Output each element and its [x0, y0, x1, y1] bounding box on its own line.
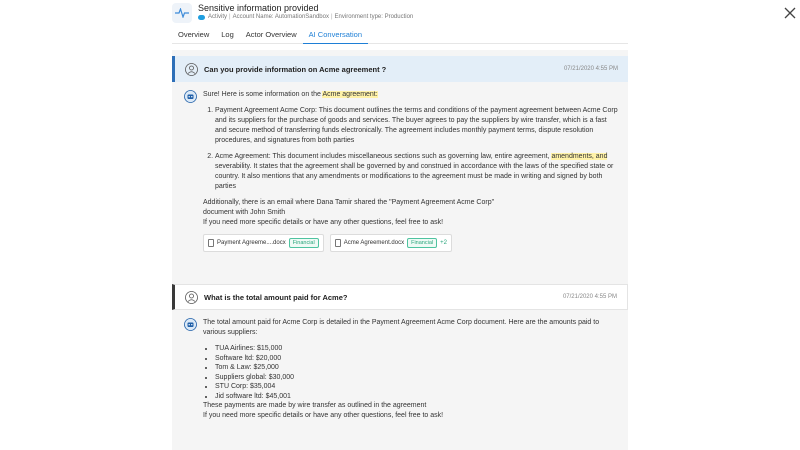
document-name: Acme Agreement.docx: [343, 240, 405, 246]
panel-header: [172, 0, 632, 28]
classification-badge: Financial: [289, 238, 319, 248]
conversation-panel: [172, 50, 628, 450]
page-title: Sensitive information provided: [198, 3, 319, 13]
source-documents: [203, 234, 618, 252]
close-button[interactable]: [783, 6, 797, 20]
answer-closing: If you need more specific details or have any other questions, feel free to ask!: [203, 412, 444, 419]
tab-overview[interactable]: Overview: [178, 30, 210, 39]
question-text: What is the total amount paid for Acme?: [204, 292, 348, 302]
list-item: 2. Acme Agreement: This document includes miscellaneous sections such as governing law, entire agreement, amendments, and severability. It states that the agreement shall be governed by and construed in accordance with the laws of the specified state or country. It also mentions that any amendments or modifications to the agreement must be made in writing and signed by both parties: [215, 152, 618, 192]
more-count[interactable]: +2: [440, 240, 447, 246]
close-icon[interactable]: [783, 6, 797, 20]
email-note-line: document with John Smith: [203, 209, 286, 216]
activity-pulse-icon: [172, 3, 192, 23]
user-avatar-icon: [185, 63, 198, 76]
document-name: Payment Agreeme....docx: [217, 240, 286, 246]
highlight-text: Acme agreement:: [322, 91, 378, 98]
question-timestamp: 07/21/2020 4:55 PM: [562, 294, 617, 300]
document-icon: [208, 239, 214, 247]
tab-actor-overview[interactable]: Actor Overview: [245, 30, 297, 39]
meta-activity: Activity: [208, 14, 228, 20]
supplier-list: [203, 344, 618, 401]
list-item: • Jid software ltd: $45,001: [215, 392, 618, 402]
document-chip[interactable]: [330, 234, 452, 252]
list-item: • TUA Airlines: $15,000: [215, 344, 618, 354]
list-item: • STU Corp: $35,004: [215, 382, 618, 392]
user-question: [172, 284, 628, 310]
meta-account: Account Name: AutomationSandbox: [232, 14, 329, 20]
header-meta: Activity | Account Name: AutomationSandbox | Environment type: Production: [198, 14, 413, 20]
document-icon: [335, 239, 341, 247]
question-timestamp: 07/21/2020 4:55 PM: [563, 66, 618, 72]
answer-list: [203, 106, 618, 192]
answer-note: These payments are made by wire transfer as outlined in the agreement: [203, 402, 427, 409]
meta-environment: Environment type: Production: [334, 14, 414, 20]
ai-bot-icon: [184, 90, 197, 103]
ai-answer: [172, 314, 628, 450]
tab-log[interactable]: Log: [221, 30, 234, 39]
answer-body: [203, 318, 618, 421]
question-text: Can you provide information on Acme agreement ?: [204, 64, 387, 74]
document-chip[interactable]: [203, 234, 324, 252]
answer-closing: If you need more specific details or have any other questions, feel free to ask!: [203, 219, 444, 226]
classification-badge: Financial: [407, 238, 437, 248]
tab-ai-conversation[interactable]: AI Conversation: [303, 28, 368, 44]
list-item: • Tom & Law: $25,000: [215, 363, 618, 373]
user-avatar-icon: [185, 291, 198, 304]
ai-bot-icon: [184, 318, 197, 331]
user-question: [172, 56, 628, 82]
list-item: • Software ltd: $20,000: [215, 354, 618, 364]
answer-intro: The total amount paid for Acme Corp is detailed in the Payment Agreement Acme Corp document. Here are the amounts paid to various suppliers:: [203, 319, 600, 336]
cloud-icon: [198, 15, 205, 20]
list-item: 1. Payment Agreement Acme Corp: This document outlines the terms and conditions of the payment agreement between Acme Corp and its suppliers for the purchase of goods and services. The buyer agrees to pay the suppliers by wire transfer, which is a fast and secure method of transferring funds electronically. The agreement includes monthly payment terms, dispute resolution procedures, and signatures from both parties: [215, 106, 618, 146]
highlight-text: amendments, and: [551, 153, 608, 160]
list-item: • Suppliers global: $30,000: [215, 373, 618, 383]
answer-intro: Sure! Here is some information on the Acme agreement:: [203, 91, 378, 98]
email-note-line: Additionally, there is an email where Dana Tamir shared the "Payment Agreement Acme Corp": [203, 199, 495, 206]
answer-body: [203, 90, 618, 252]
ai-answer: [172, 86, 628, 278]
tab-bar: [172, 28, 628, 44]
